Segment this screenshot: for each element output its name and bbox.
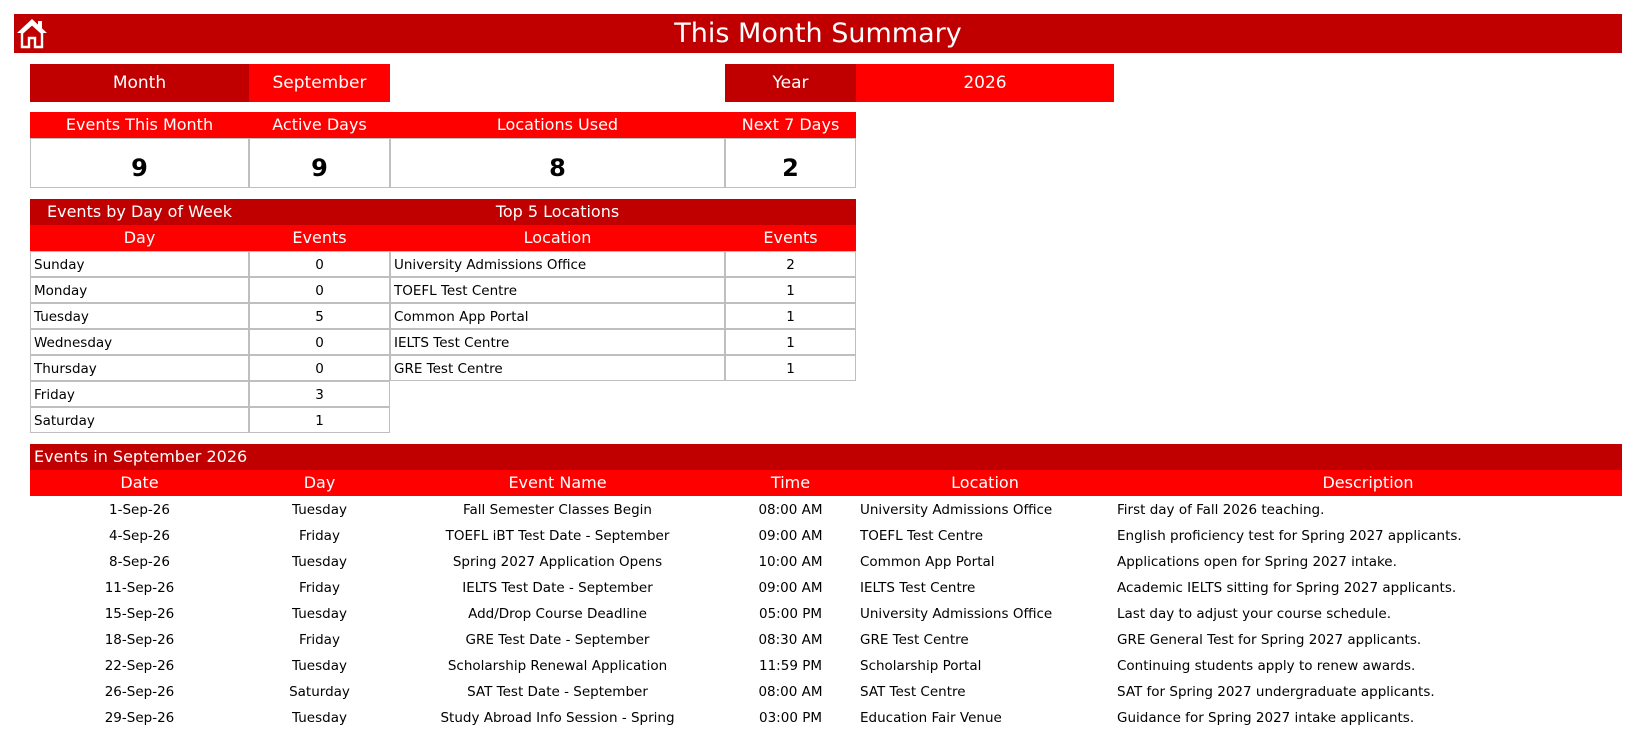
event-date: 26-Sep-26 [104, 684, 175, 700]
kpi-label-next-7-days: Next 7 Days [725, 112, 856, 138]
col-header-location-events: Events [725, 225, 856, 251]
event-time: 11:59 PM [759, 658, 822, 674]
table-row[interactable] [30, 601, 1622, 627]
event-description: Academic IELTS sitting for Spring 2027 applicants. [1117, 580, 1457, 596]
event-description: Applications open for Spring 2027 intake. [1117, 554, 1397, 570]
table-row[interactable] [30, 523, 1622, 549]
event-day: Tuesday [292, 710, 347, 726]
kpi-label-locations-used: Locations Used [390, 112, 725, 138]
event-date: 29-Sep-26 [104, 710, 175, 726]
event-time: 08:00 AM [758, 502, 823, 518]
event-location: University Admissions Office [860, 606, 1053, 622]
event-name: IELTS Test Date - September [462, 580, 653, 596]
event-day: Friday [299, 580, 340, 596]
event-day: Friday [299, 528, 340, 544]
top-location-name: GRE Test Centre [390, 355, 725, 381]
event-date: 15-Sep-26 [104, 606, 175, 622]
event-date: 1-Sep-26 [109, 502, 170, 518]
dow-day: Friday [30, 381, 249, 407]
kpi-label-active-days: Active Days [249, 112, 390, 138]
top-location-events: 2 [725, 251, 856, 277]
table-row[interactable] [30, 627, 1622, 653]
event-location: IELTS Test Centre [860, 580, 976, 596]
table-row[interactable] [30, 497, 1622, 523]
table-row[interactable] [30, 653, 1622, 679]
event-time: 09:00 AM [758, 580, 823, 596]
dow-events: 0 [249, 277, 390, 303]
month-label: Month [30, 64, 249, 102]
kpi-value-active-days: 9 [249, 138, 390, 188]
dow-events: 5 [249, 303, 390, 329]
table-row[interactable] [30, 705, 1622, 731]
dow-day: Monday [30, 277, 249, 303]
event-description: Last day to adjust your course schedule. [1117, 606, 1392, 622]
event-name: Spring 2027 Application Opens [452, 554, 663, 570]
dow-events: 3 [249, 381, 390, 407]
table-row[interactable] [30, 679, 1622, 705]
event-name: Scholarship Renewal Application [447, 658, 668, 674]
month-select[interactable]: September [249, 64, 390, 102]
event-description: SAT for Spring 2027 undergraduate applicants. [1117, 684, 1435, 700]
event-description: GRE General Test for Spring 2027 applicants. [1117, 632, 1422, 648]
top-location-events: 1 [725, 277, 856, 303]
event-time: 10:00 AM [758, 554, 823, 570]
events-header-row [30, 470, 1622, 496]
top-location-events: 1 [725, 355, 856, 381]
year-label: Year [725, 64, 856, 102]
col-header-date: Date [120, 473, 159, 492]
event-name: Fall Semester Classes Begin [463, 502, 652, 518]
event-name: Add/Drop Course Deadline [468, 606, 647, 622]
event-location: Common App Portal [860, 554, 995, 570]
dow-day: Sunday [30, 251, 249, 277]
dow-events: 0 [249, 355, 390, 381]
top-location-events: 1 [725, 329, 856, 355]
title-bar [14, 14, 1622, 53]
event-name: SAT Test Date - September [467, 684, 648, 700]
event-location: GRE Test Centre [860, 632, 969, 648]
event-name: TOEFL iBT Test Date - September [445, 528, 670, 544]
event-location: TOEFL Test Centre [860, 528, 983, 544]
page-title: This Month Summary [674, 18, 962, 49]
event-description: Guidance for Spring 2027 intake applicants. [1117, 710, 1415, 726]
day-of-week-title: Events by Day of Week [30, 199, 249, 225]
event-day: Friday [299, 632, 340, 648]
kpi-value-next-7-days: 2 [725, 138, 856, 188]
event-time: 08:00 AM [758, 684, 823, 700]
section-header-spacer [725, 199, 856, 225]
top-location-name: IELTS Test Centre [390, 329, 725, 355]
event-time: 05:00 PM [759, 606, 822, 622]
kpi-value-events-this-month: 9 [30, 138, 249, 188]
top-location-name: Common App Portal [390, 303, 725, 329]
top-location-events: 1 [725, 303, 856, 329]
year-select[interactable]: 2026 [856, 64, 1114, 102]
events-list-title: Events in September 2026 [30, 444, 1622, 470]
kpi-label-events-this-month: Events This Month [30, 112, 249, 138]
table-row[interactable] [30, 575, 1622, 601]
col-header-day: Day [30, 225, 249, 251]
kpi-value-locations-used: 8 [390, 138, 725, 188]
top-locations-title: Top 5 Locations [390, 199, 725, 225]
event-date: 18-Sep-26 [104, 632, 175, 648]
event-description: First day of Fall 2026 teaching. [1117, 502, 1325, 518]
dow-events: 0 [249, 251, 390, 277]
event-location: Education Fair Venue [860, 710, 1002, 726]
dow-day: Thursday [30, 355, 249, 381]
event-description: English proficiency test for Spring 2027 applicants. [1117, 528, 1462, 544]
event-time: 09:00 AM [758, 528, 823, 544]
event-time: 08:30 AM [758, 632, 823, 648]
col-header-event-name: Event Name [508, 473, 607, 492]
event-name: Study Abroad Info Session - Spring [440, 710, 675, 726]
event-day: Tuesday [292, 658, 347, 674]
event-time: 03:00 PM [759, 710, 822, 726]
event-description: Continuing students apply to renew awards. [1117, 658, 1416, 674]
event-date: 11-Sep-26 [104, 580, 175, 596]
event-date: 8-Sep-26 [109, 554, 170, 570]
section-header-spacer [249, 199, 390, 225]
col-header-description: Description [1322, 473, 1414, 492]
event-location: SAT Test Centre [860, 684, 966, 700]
top-location-name: TOEFL Test Centre [390, 277, 725, 303]
col-header-events: Events [249, 225, 390, 251]
event-day: Tuesday [292, 502, 347, 518]
col-header-event-location: Location [951, 473, 1019, 492]
col-header-location: Location [390, 225, 725, 251]
top-location-name: University Admissions Office [390, 251, 725, 277]
event-date: 4-Sep-26 [109, 528, 170, 544]
dow-day: Tuesday [30, 303, 249, 329]
col-header-time: Time [770, 473, 811, 492]
event-name: GRE Test Date - September [465, 632, 650, 648]
dow-events: 1 [249, 407, 390, 433]
dow-day: Saturday [30, 407, 249, 433]
dow-events: 0 [249, 329, 390, 355]
event-location: Scholarship Portal [860, 658, 982, 674]
event-day: Tuesday [292, 554, 347, 570]
event-day: Saturday [289, 684, 350, 700]
table-row[interactable] [30, 549, 1622, 575]
event-day: Tuesday [292, 606, 347, 622]
dow-day: Wednesday [30, 329, 249, 355]
col-header-event-day: Day [303, 473, 336, 492]
event-location: University Admissions Office [860, 502, 1053, 518]
event-date: 22-Sep-26 [104, 658, 175, 674]
